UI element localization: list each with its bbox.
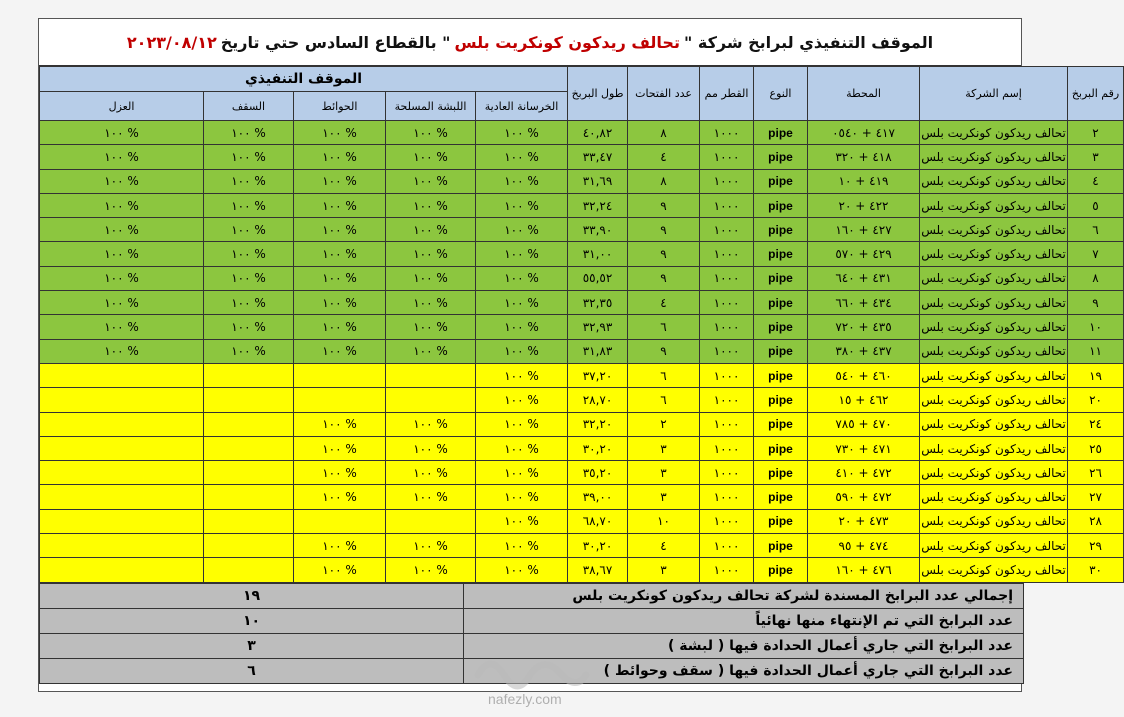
diameter-cell: ١٠٠٠ [700, 436, 754, 460]
roof-cell: ١٠٠ % [204, 315, 294, 339]
summary-row [40, 658, 1024, 683]
table-row [40, 218, 1124, 242]
header-status-group: الموقف التنفيذي [40, 67, 568, 92]
roof-cell [204, 534, 294, 558]
table-row [40, 388, 1124, 412]
insulation-cell [40, 534, 204, 558]
rc-slab-cell: ١٠٠ % [386, 291, 476, 315]
header-length: طول البربخ [568, 67, 628, 121]
plain-concrete-cell: ١٠٠ % [476, 388, 568, 412]
station-cell: ٤٢٧ + ١٦٠ [808, 218, 920, 242]
table-row [40, 145, 1124, 169]
company-cell: تحالف ريدكون كونكريت بلس [920, 509, 1068, 533]
rc-slab-cell: ١٠٠ % [386, 485, 476, 509]
station-cell: ٤٧٦ + ١٦٠ [808, 558, 920, 582]
length-cell: ٣٢,٩٣ [568, 315, 628, 339]
type-cell: pipe [754, 193, 808, 217]
company-cell: تحالف ريدكون كونكريت بلس [920, 461, 1068, 485]
walls-cell: ١٠٠ % [294, 169, 386, 193]
summary-row [40, 608, 1024, 633]
culvert-no-cell: ٨ [1068, 266, 1124, 290]
length-cell: ٦٨,٧٠ [568, 509, 628, 533]
type-cell: pipe [754, 218, 808, 242]
plain-concrete-cell: ١٠٠ % [476, 218, 568, 242]
station-cell: ٤١٧ + ٠٥٤٠ [808, 121, 920, 145]
station-cell: ٤٢٩ + ٥٧٠ [808, 242, 920, 266]
company-cell: تحالف ريدكون كونكريت بلس [920, 339, 1068, 363]
openings-cell: ٩ [628, 242, 700, 266]
roof-cell [204, 461, 294, 485]
rc-slab-cell [386, 388, 476, 412]
rc-slab-cell: ١٠٠ % [386, 193, 476, 217]
roof-cell [204, 436, 294, 460]
plain-concrete-cell: ١٠٠ % [476, 534, 568, 558]
station-cell: ٤٧١ + ٧٣٠ [808, 436, 920, 460]
culvert-no-cell: ٦ [1068, 218, 1124, 242]
length-cell: ٣١,٦٩ [568, 169, 628, 193]
rc-slab-cell: ١٠٠ % [386, 315, 476, 339]
walls-cell: ١٠٠ % [294, 339, 386, 363]
openings-cell: ٩ [628, 218, 700, 242]
culvert-no-cell: ٢٩ [1068, 534, 1124, 558]
diameter-cell: ١٠٠٠ [700, 193, 754, 217]
roof-cell: ١٠٠ % [204, 169, 294, 193]
roof-cell [204, 485, 294, 509]
openings-cell: ٢ [628, 412, 700, 436]
company-cell: تحالف ريدكون كونكريت بلس [920, 412, 1068, 436]
header-diameter: القطر مم [700, 67, 754, 121]
length-cell: ٢٨,٧٠ [568, 388, 628, 412]
report-sheet [38, 18, 1120, 692]
diameter-cell: ١٠٠٠ [700, 534, 754, 558]
report-title [39, 19, 1021, 66]
rc-slab-cell: ١٠٠ % [386, 242, 476, 266]
roof-cell [204, 388, 294, 412]
culvert-no-cell: ٢٠ [1068, 388, 1124, 412]
insulation-cell: ١٠٠ % [40, 315, 204, 339]
diameter-cell: ١٠٠٠ [700, 218, 754, 242]
type-cell: pipe [754, 485, 808, 509]
header-company: إسم الشركة [920, 67, 1068, 121]
table-row [40, 169, 1124, 193]
diameter-cell: ١٠٠٠ [700, 169, 754, 193]
walls-cell: ١٠٠ % [294, 534, 386, 558]
roof-cell: ١٠٠ % [204, 339, 294, 363]
openings-cell: ٦ [628, 388, 700, 412]
roof-cell: ١٠٠ % [204, 266, 294, 290]
length-cell: ٣٧,٢٠ [568, 363, 628, 387]
culvert-no-cell: ٢٤ [1068, 412, 1124, 436]
type-cell: pipe [754, 388, 808, 412]
title-date: ٢٠٢٣/٠٨/١٢ [126, 32, 217, 52]
walls-cell: ١٠٠ % [294, 193, 386, 217]
walls-cell: ١٠٠ % [294, 121, 386, 145]
company-cell: تحالف ريدكون كونكريت بلس [920, 242, 1068, 266]
type-cell: pipe [754, 412, 808, 436]
diameter-cell: ١٠٠٠ [700, 412, 754, 436]
summary-label: إجمالي عدد البرابخ المسندة لشركة تحالف ريدكون كونكريت بلس [464, 583, 1024, 608]
roof-cell [204, 363, 294, 387]
culvert-no-cell: ٢٦ [1068, 461, 1124, 485]
insulation-cell [40, 388, 204, 412]
culverts-table [39, 66, 1124, 583]
header-plain-concrete: الخرسانة العادية [476, 92, 568, 121]
company-cell: تحالف ريدكون كونكريت بلس [920, 534, 1068, 558]
company-cell: تحالف ريدكون كونكريت بلس [920, 266, 1068, 290]
station-cell: ٤٧٤ + ٩٥ [808, 534, 920, 558]
summary-label: عدد البرابخ التي تم الإنتهاء منها نهائياً [464, 608, 1024, 633]
table-row [40, 193, 1124, 217]
openings-cell: ٣ [628, 558, 700, 582]
rc-slab-cell: ١٠٠ % [386, 339, 476, 363]
company-cell: تحالف ريدكون كونكريت بلس [920, 121, 1068, 145]
header-station: المحطة [808, 67, 920, 121]
roof-cell [204, 558, 294, 582]
header-insulation: العزل [40, 92, 204, 121]
header-culvert-no: رقم البربخ [1068, 67, 1124, 121]
title-company: تحالف ريدكون كونكريت بلس [454, 32, 680, 52]
length-cell: ٣٢,٣٥ [568, 291, 628, 315]
summary-row [40, 633, 1024, 658]
plain-concrete-cell: ١٠٠ % [476, 461, 568, 485]
station-cell: ٤٧٠ + ٧٨٥ [808, 412, 920, 436]
plain-concrete-cell: ١٠٠ % [476, 485, 568, 509]
plain-concrete-cell: ١٠٠ % [476, 509, 568, 533]
rc-slab-cell: ١٠٠ % [386, 145, 476, 169]
length-cell: ٣٣,٩٠ [568, 218, 628, 242]
header-roof: السقف [204, 92, 294, 121]
table-row [40, 242, 1124, 266]
table-row [40, 339, 1124, 363]
plain-concrete-cell: ١٠٠ % [476, 145, 568, 169]
type-cell: pipe [754, 461, 808, 485]
openings-cell: ١٠ [628, 509, 700, 533]
type-cell: pipe [754, 436, 808, 460]
walls-cell: ١٠٠ % [294, 242, 386, 266]
insulation-cell: ١٠٠ % [40, 291, 204, 315]
diameter-cell: ١٠٠٠ [700, 558, 754, 582]
company-cell: تحالف ريدكون كونكريت بلس [920, 388, 1068, 412]
length-cell: ٣٨,٦٧ [568, 558, 628, 582]
length-cell: ٣١,٠٠ [568, 242, 628, 266]
type-cell: pipe [754, 145, 808, 169]
rc-slab-cell [386, 363, 476, 387]
type-cell: pipe [754, 169, 808, 193]
table-row [40, 266, 1124, 290]
rc-slab-cell: ١٠٠ % [386, 266, 476, 290]
openings-cell: ٩ [628, 339, 700, 363]
length-cell: ٣٢,٢٤ [568, 193, 628, 217]
insulation-cell: ١٠٠ % [40, 169, 204, 193]
type-cell: pipe [754, 266, 808, 290]
openings-cell: ٣ [628, 436, 700, 460]
length-cell: ٣٠,٢٠ [568, 534, 628, 558]
plain-concrete-cell: ١٠٠ % [476, 339, 568, 363]
culvert-no-cell: ١٩ [1068, 363, 1124, 387]
roof-cell: ١٠٠ % [204, 242, 294, 266]
walls-cell: ١٠٠ % [294, 291, 386, 315]
plain-concrete-cell: ١٠٠ % [476, 291, 568, 315]
rc-slab-cell [386, 509, 476, 533]
table-row [40, 315, 1124, 339]
openings-cell: ٣ [628, 485, 700, 509]
station-cell: ٤٦٢ + ١٥ [808, 388, 920, 412]
insulation-cell: ١٠٠ % [40, 193, 204, 217]
rc-slab-cell: ١٠٠ % [386, 461, 476, 485]
walls-cell [294, 388, 386, 412]
company-cell: تحالف ريدكون كونكريت بلس [920, 485, 1068, 509]
walls-cell: ١٠٠ % [294, 412, 386, 436]
length-cell: ٣٠,٢٠ [568, 436, 628, 460]
company-cell: تحالف ريدكون كونكريت بلس [920, 145, 1068, 169]
roof-cell: ١٠٠ % [204, 291, 294, 315]
diameter-cell: ١٠٠٠ [700, 363, 754, 387]
header-openings: عدد الفتحات [628, 67, 700, 121]
summary-table [39, 583, 1024, 684]
diameter-cell: ١٠٠٠ [700, 121, 754, 145]
type-cell: pipe [754, 339, 808, 363]
culvert-no-cell: ٢٥ [1068, 436, 1124, 460]
roof-cell: ١٠٠ % [204, 121, 294, 145]
table-row [40, 121, 1124, 145]
summary-value: ٦ [40, 658, 464, 683]
roof-cell: ١٠٠ % [204, 145, 294, 169]
rc-slab-cell: ١٠٠ % [386, 169, 476, 193]
length-cell: ٣٩,٠٠ [568, 485, 628, 509]
station-cell: ٤١٩ + ١٠ [808, 169, 920, 193]
walls-cell [294, 509, 386, 533]
culvert-no-cell: ٢ [1068, 121, 1124, 145]
table-row [40, 412, 1124, 436]
culvert-no-cell: ١٠ [1068, 315, 1124, 339]
station-cell: ٤٧٣ + ٢٠ [808, 509, 920, 533]
walls-cell: ١٠٠ % [294, 266, 386, 290]
length-cell: ٣١,٨٣ [568, 339, 628, 363]
type-cell: pipe [754, 315, 808, 339]
summary-value: ٣ [40, 633, 464, 658]
header-walls: الحوائط [294, 92, 386, 121]
diameter-cell: ١٠٠٠ [700, 509, 754, 533]
rc-slab-cell: ١٠٠ % [386, 121, 476, 145]
culvert-no-cell: ٤ [1068, 169, 1124, 193]
company-cell: تحالف ريدكون كونكريت بلس [920, 558, 1068, 582]
title-part2: " بالقطاع السادس حتي تاريخ [220, 32, 451, 52]
rc-slab-cell: ١٠٠ % [386, 436, 476, 460]
culvert-no-cell: ٧ [1068, 242, 1124, 266]
company-cell: تحالف ريدكون كونكريت بلس [920, 193, 1068, 217]
table-row [40, 558, 1124, 582]
openings-cell: ٤ [628, 145, 700, 169]
openings-cell: ٣ [628, 461, 700, 485]
station-cell: ٤٣٥ + ٧٢٠ [808, 315, 920, 339]
plain-concrete-cell: ١٠٠ % [476, 121, 568, 145]
type-cell: pipe [754, 558, 808, 582]
diameter-cell: ١٠٠٠ [700, 145, 754, 169]
openings-cell: ٦ [628, 315, 700, 339]
openings-cell: ٨ [628, 121, 700, 145]
openings-cell: ٦ [628, 363, 700, 387]
diameter-cell: ١٠٠٠ [700, 388, 754, 412]
company-cell: تحالف ريدكون كونكريت بلس [920, 218, 1068, 242]
table-row [40, 534, 1124, 558]
roof-cell [204, 509, 294, 533]
station-cell: ٤٢٢ + ٢٠ [808, 193, 920, 217]
diameter-cell: ١٠٠٠ [700, 485, 754, 509]
plain-concrete-cell: ١٠٠ % [476, 169, 568, 193]
type-cell: pipe [754, 534, 808, 558]
summary-label: عدد البرابخ التي جاري أعمال الحدادة فيها ( سقف وحوائط ) [464, 658, 1024, 683]
culvert-no-cell: ٢٨ [1068, 509, 1124, 533]
diameter-cell: ١٠٠٠ [700, 242, 754, 266]
culvert-no-cell: ٣ [1068, 145, 1124, 169]
station-cell: ٤٧٢ + ٥٩٠ [808, 485, 920, 509]
culvert-no-cell: ٣٠ [1068, 558, 1124, 582]
plain-concrete-cell: ١٠٠ % [476, 193, 568, 217]
length-cell: ٥٥,٥٢ [568, 266, 628, 290]
summary-label: عدد البرابخ التي جاري أعمال الحدادة فيها ( لبشة ) [464, 633, 1024, 658]
header-rc-slab: اللبشة المسلحة [386, 92, 476, 121]
table-row [40, 363, 1124, 387]
openings-cell: ٤ [628, 534, 700, 558]
plain-concrete-cell: ١٠٠ % [476, 242, 568, 266]
type-cell: pipe [754, 363, 808, 387]
diameter-cell: ١٠٠٠ [700, 315, 754, 339]
insulation-cell [40, 363, 204, 387]
station-cell: ٤٦٠ + ٥٤٠ [808, 363, 920, 387]
table-row [40, 291, 1124, 315]
table-row [40, 461, 1124, 485]
length-cell: ٣٢,٢٠ [568, 412, 628, 436]
culvert-no-cell: ٩ [1068, 291, 1124, 315]
insulation-cell [40, 509, 204, 533]
diameter-cell: ١٠٠٠ [700, 291, 754, 315]
plain-concrete-cell: ١٠٠ % [476, 558, 568, 582]
walls-cell: ١٠٠ % [294, 485, 386, 509]
watermark-url: nafezly.com [488, 691, 562, 707]
insulation-cell [40, 485, 204, 509]
insulation-cell [40, 412, 204, 436]
insulation-cell: ١٠٠ % [40, 339, 204, 363]
openings-cell: ٩ [628, 193, 700, 217]
station-cell: ٤٣١ + ٦٤٠ [808, 266, 920, 290]
summary-value: ١٠ [40, 608, 464, 633]
diameter-cell: ١٠٠٠ [700, 339, 754, 363]
rc-slab-cell: ١٠٠ % [386, 218, 476, 242]
company-cell: تحالف ريدكون كونكريت بلس [920, 169, 1068, 193]
plain-concrete-cell: ١٠٠ % [476, 412, 568, 436]
walls-cell: ١٠٠ % [294, 315, 386, 339]
table-row [40, 509, 1124, 533]
table-row [40, 485, 1124, 509]
station-cell: ٤٣٤ + ٦٦٠ [808, 291, 920, 315]
type-cell: pipe [754, 242, 808, 266]
rc-slab-cell: ١٠٠ % [386, 558, 476, 582]
insulation-cell [40, 558, 204, 582]
rc-slab-cell: ١٠٠ % [386, 412, 476, 436]
insulation-cell: ١٠٠ % [40, 121, 204, 145]
insulation-cell: ١٠٠ % [40, 242, 204, 266]
openings-cell: ٨ [628, 169, 700, 193]
title-part1: الموقف التنفيذي لبرابخ شركة " [683, 32, 934, 52]
station-cell: ٤١٨ + ٣٢٠ [808, 145, 920, 169]
plain-concrete-cell: ١٠٠ % [476, 315, 568, 339]
plain-concrete-cell: ١٠٠ % [476, 363, 568, 387]
insulation-cell [40, 461, 204, 485]
length-cell: ٣٥,٢٠ [568, 461, 628, 485]
plain-concrete-cell: ١٠٠ % [476, 436, 568, 460]
roof-cell: ١٠٠ % [204, 218, 294, 242]
company-cell: تحالف ريدكون كونكريت بلس [920, 315, 1068, 339]
culvert-no-cell: ٢٧ [1068, 485, 1124, 509]
summary-value: ١٩ [40, 583, 464, 608]
walls-cell: ١٠٠ % [294, 218, 386, 242]
type-cell: pipe [754, 509, 808, 533]
rc-slab-cell: ١٠٠ % [386, 534, 476, 558]
station-cell: ٤٧٢ + ٤١٠ [808, 461, 920, 485]
roof-cell [204, 412, 294, 436]
plain-concrete-cell: ١٠٠ % [476, 266, 568, 290]
walls-cell: ١٠٠ % [294, 558, 386, 582]
summary-row [40, 583, 1024, 608]
walls-cell [294, 363, 386, 387]
roof-cell: ١٠٠ % [204, 193, 294, 217]
diameter-cell: ١٠٠٠ [700, 461, 754, 485]
header-type: النوع [754, 67, 808, 121]
insulation-cell: ١٠٠ % [40, 145, 204, 169]
type-cell: pipe [754, 121, 808, 145]
type-cell: pipe [754, 291, 808, 315]
length-cell: ٣٣,٤٧ [568, 145, 628, 169]
culvert-no-cell: ١١ [1068, 339, 1124, 363]
insulation-cell: ١٠٠ % [40, 218, 204, 242]
table-row [40, 436, 1124, 460]
walls-cell: ١٠٠ % [294, 436, 386, 460]
company-cell: تحالف ريدكون كونكريت بلس [920, 291, 1068, 315]
length-cell: ٤٠,٨٢ [568, 121, 628, 145]
insulation-cell [40, 436, 204, 460]
openings-cell: ٩ [628, 266, 700, 290]
walls-cell: ١٠٠ % [294, 145, 386, 169]
company-cell: تحالف ريدكون كونكريت بلس [920, 363, 1068, 387]
diameter-cell: ١٠٠٠ [700, 266, 754, 290]
station-cell: ٤٣٧ + ٣٨٠ [808, 339, 920, 363]
insulation-cell: ١٠٠ % [40, 266, 204, 290]
walls-cell: ١٠٠ % [294, 461, 386, 485]
culvert-no-cell: ٥ [1068, 193, 1124, 217]
company-cell: تحالف ريدكون كونكريت بلس [920, 436, 1068, 460]
openings-cell: ٤ [628, 291, 700, 315]
